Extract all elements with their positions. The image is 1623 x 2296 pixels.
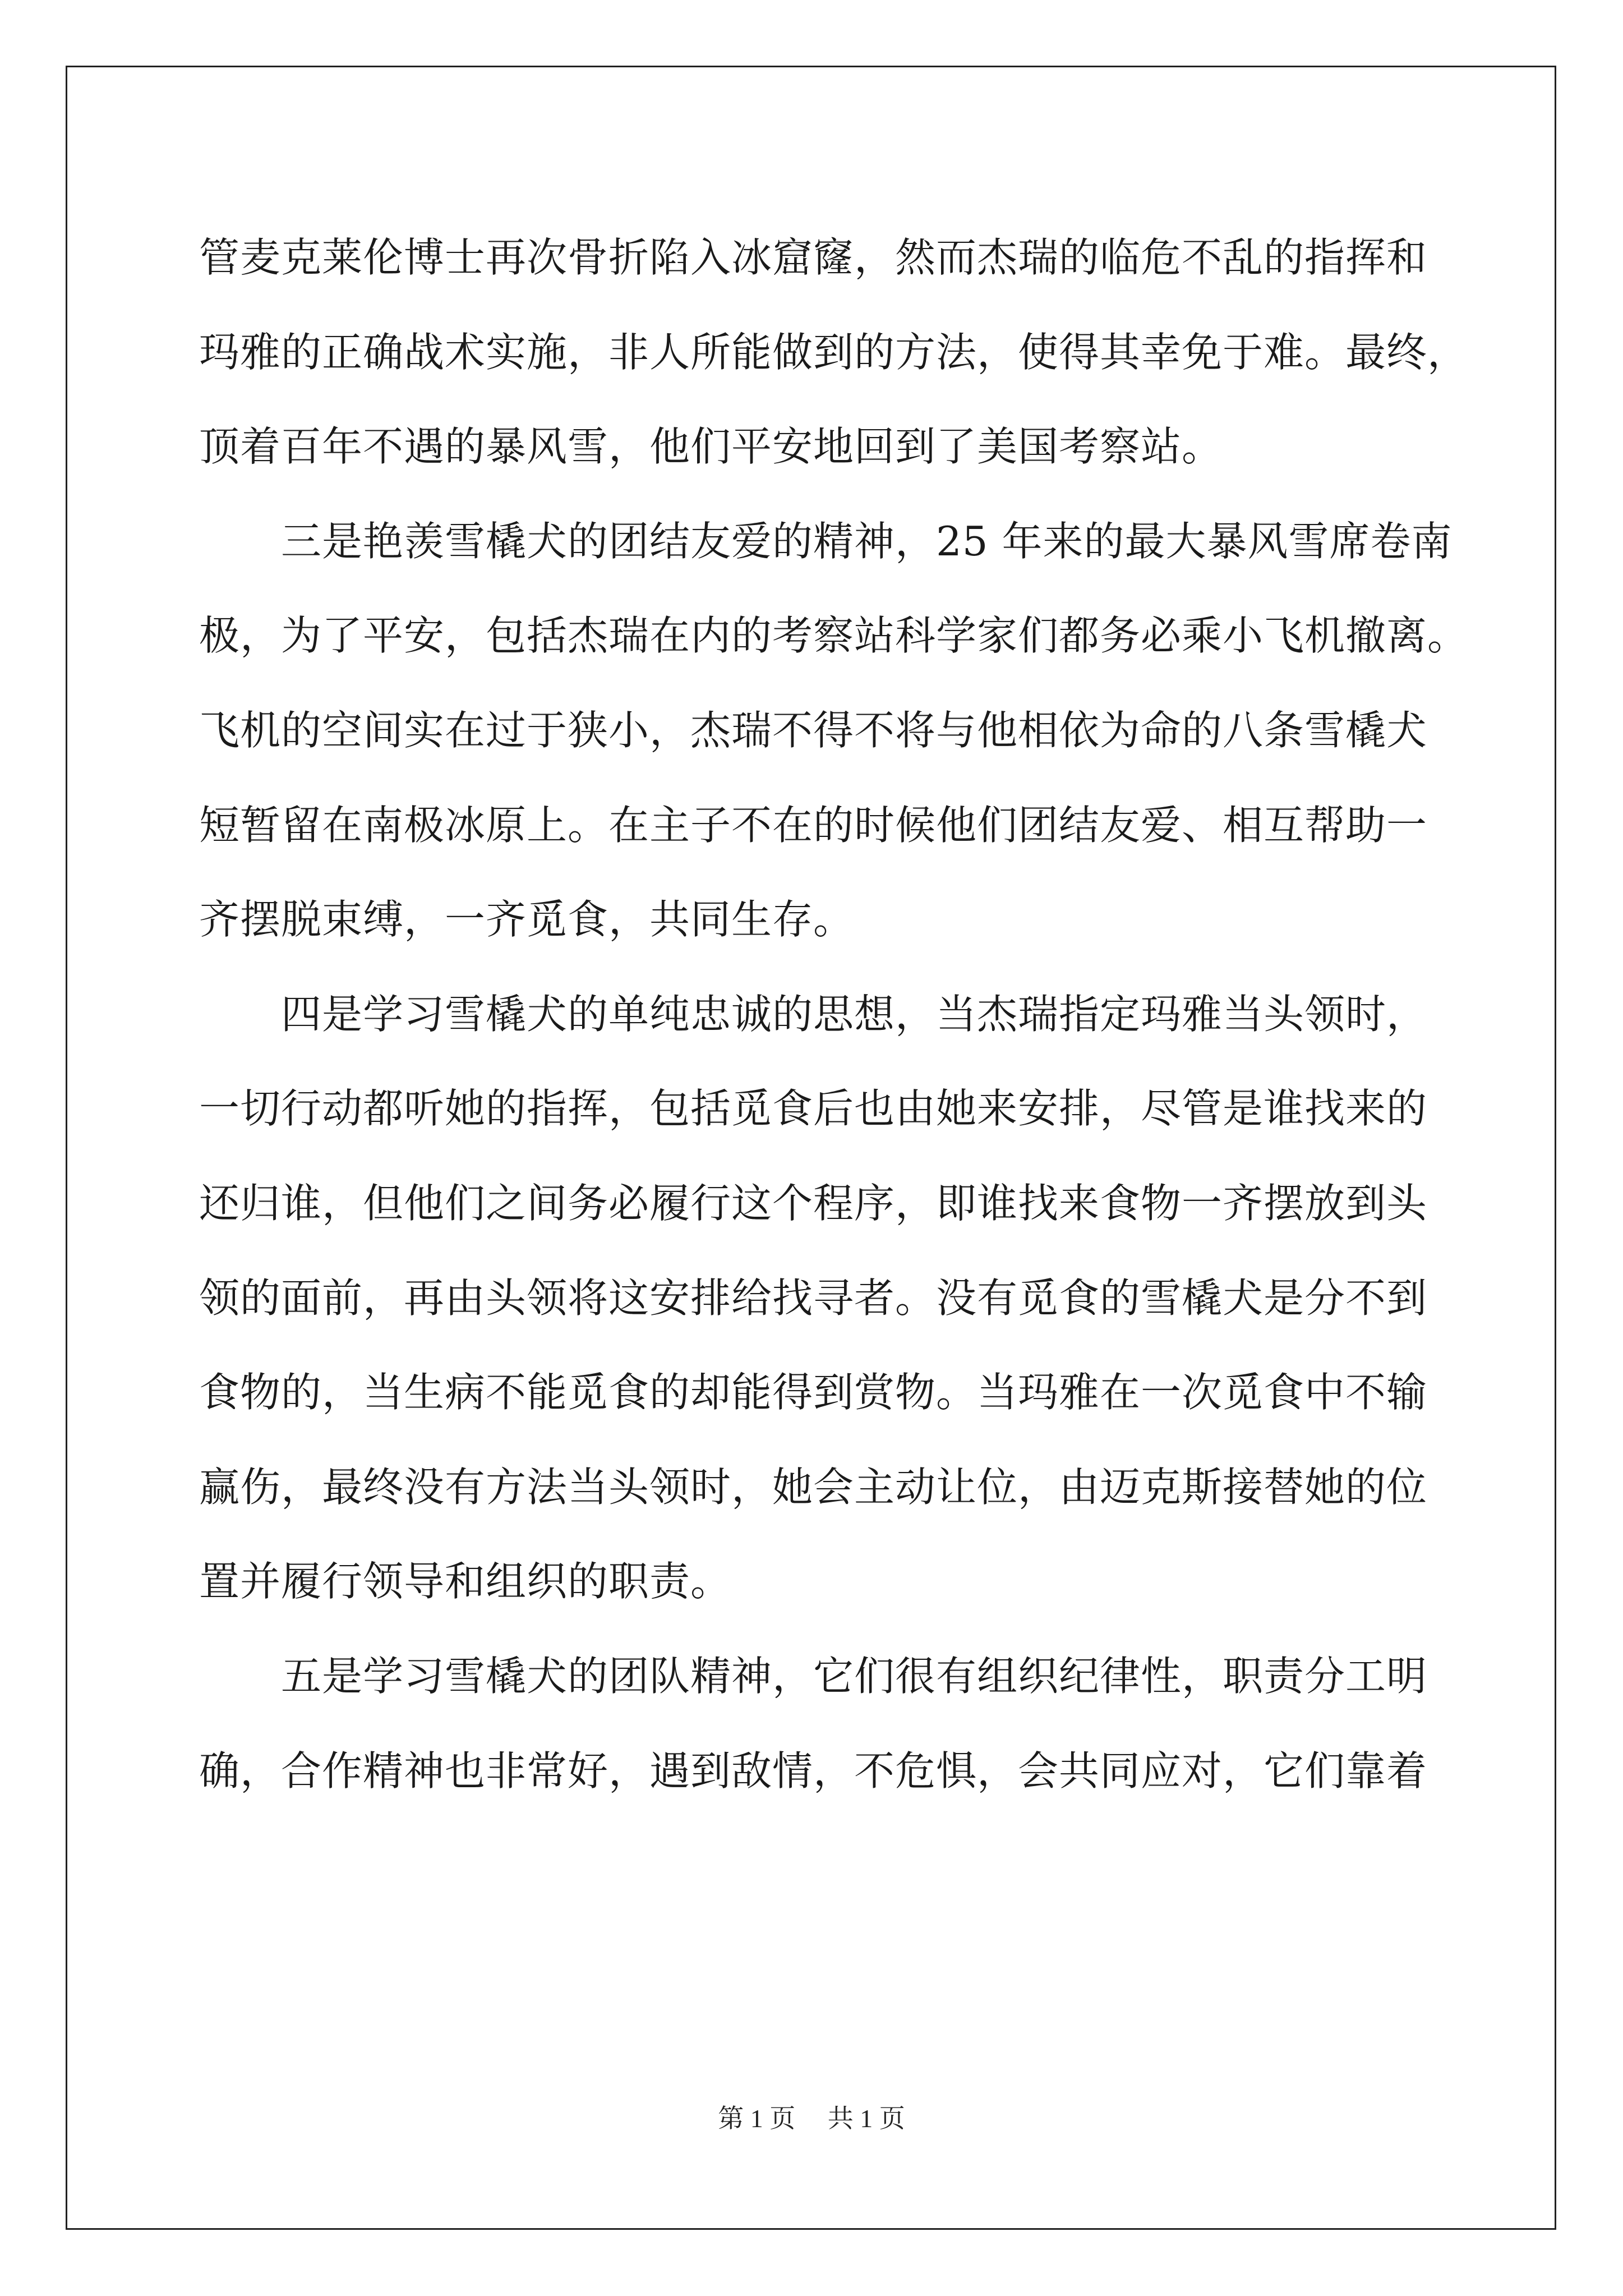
text-line: 飞机的空间实在过于狭小，杰瑞不得不将与他相依为命的八条雪橇犬 <box>199 706 1428 754</box>
text-line: 一切行动都听她的指挥，包括觅食后也由她来安排，尽管是谁找来的 <box>199 1085 1428 1133</box>
text-line: 五是学习雪橇犬的团队精神，它们很有组织纪律性，职责分工明 <box>199 1652 1428 1700</box>
text-line: 管麦克莱伦博士再次骨折陷入冰窟窿，然而杰瑞的临危不乱的指挥和 <box>199 234 1428 281</box>
text-line: 确，合作精神也非常好，遇到敌情，不危惧，会共同应对，它们靠着 <box>199 1747 1428 1795</box>
text-line: 四是学习雪橇犬的单纯忠诚的思想，当杰瑞指定玛雅当头领时， <box>199 990 1428 1038</box>
text-line: 领的面前，再由头领将这安排给找寻者。没有觅食的雪橇犬是分不到 <box>199 1274 1428 1322</box>
text-line: 食物的，当生病不能觅食的却能得到赏物。当玛雅在一次觅食中不输 <box>199 1369 1428 1416</box>
text-line: 玛雅的正确战术实施，非人所能做到的方法，使得其幸免于难。最终， <box>199 328 1469 376</box>
text-line: 顶着百年不遇的暴风雪，他们平安地回到了美国考察站。 <box>199 423 1223 471</box>
document-body <box>199 210 1469 1818</box>
text-line: 赢伤，最终没有方法当头领时，她会主动让位，由迈克斯接替她的位 <box>199 1463 1428 1511</box>
text-line: 置并履行领导和组织的职责。 <box>199 1558 732 1605</box>
page-number-footer: 第 1 页 共 1 页 <box>718 2104 905 2133</box>
text-line: 极，为了平安，包括杰瑞在内的考察站科学家们都务必乘小飞机撤离。 <box>199 612 1469 660</box>
text-line: 三是艳羡雪橇犬的团结友爱的精神，25 年来的最大暴风雪席卷南 <box>199 517 1453 565</box>
text-line: 齐摆脱束缚，一齐觅食，共同生存。 <box>199 896 855 944</box>
text-line: 还归谁，但他们之间务必履行这个程序，即谁找来食物一齐摆放到头 <box>199 1179 1428 1227</box>
text-line: 短暂留在南极冰原上。在主子不在的时候他们团结友爱、相互帮助一 <box>199 801 1428 849</box>
